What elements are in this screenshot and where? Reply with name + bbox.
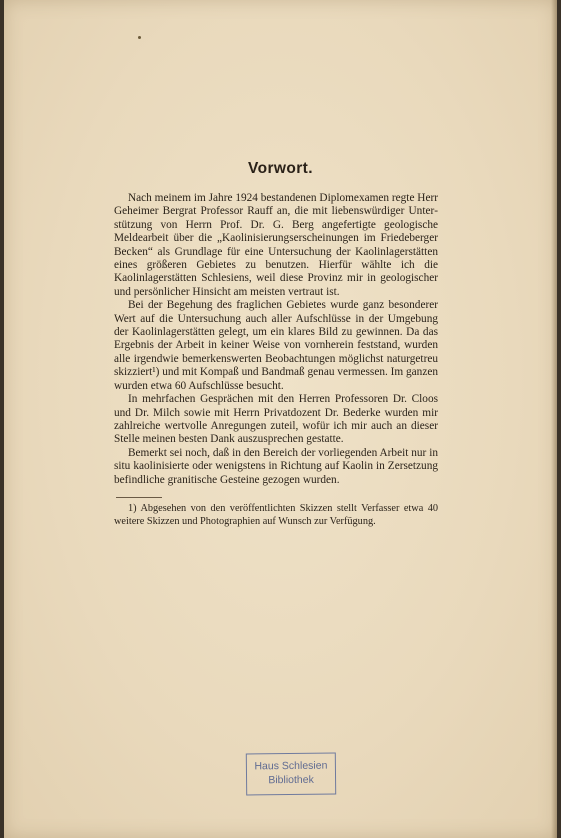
document-page [4, 0, 557, 838]
paragraph-4: Bemerkt sei noch, daß in den Bereich der vorliegenden Arbeit nur in situ kaolinisierte oder wenigstens in Richtung auf Kaolin in Zersetzung befindliche granitische Gesteine gezogen wurden. [114, 446, 438, 486]
paper-speck [138, 36, 141, 39]
footnote-text: 1) Abgesehen von den veröffentlichten Skizzen stellt Verfasser etwa 40 weitere Skizzen und Photographien auf Wunsch zur Verfügung. [114, 503, 438, 527]
foreword-body [114, 192, 438, 487]
page-title: Vorwort. [248, 160, 313, 177]
footnote-divider [116, 497, 162, 498]
footnote [114, 503, 438, 528]
page-edge-shadow [551, 0, 557, 838]
library-stamp [246, 753, 336, 796]
paragraph-3: In mehrfachen Gesprächen mit den Herren Professoren Dr. Cloos und Dr. Milch sowie mit Herrn Privatdozent Dr. Bederke wurden mir zahlreiche wertvolle Anregungen zuteil, wofür ich mir auch an dieser Stelle meinen besten Dank auszusprechen gestatte. [114, 393, 438, 446]
stamp-line-1: Haus Schlesien [254, 759, 328, 773]
paragraph-2: Bei der Begehung des fraglichen Gebietes wurde ganz besonderer Wert auf die Untersuchung auch aller Aufschlüsse in der Umgebung der Kaolinlagerstätten gelegt, um ein klares Bild zu gewinnen. Da das Ergebnis der Arbeit in keiner Weise von vornherein feststand, wurden alle irgendwie bemerkenswerten Beobachtungen möglichst naturgetreu skizziert¹) und mit Kompaß und Bandmaß genau vermessen. Im ganzen wurden etwa 60 Aufschlüsse besucht. [114, 299, 439, 392]
paragraph-1: Nach meinem im Jahre 1924 bestandenen Diplomexamen regte Herr Geheimer Bergrat Professor Rauff an, die mit liebenswürdiger Unterstützung von Herrn Prof. Dr. G. Berg angefertigte geologische Meldearbeit über die „Kaolinisierungserscheinungen im Friedeberger Becken“ als Grundlage für eine Untersuchung der Kaolinlagerstätten eines größeren Gebietes zu benutzen. Hierfür wählte ich die Kaolinlagerstätten Schlesiens, weil diese Provinz mir in geologischer und persönlicher Hinsicht am meisten vertraut ist. [114, 192, 438, 298]
stamp-line-2: Bibliothek [268, 773, 314, 787]
